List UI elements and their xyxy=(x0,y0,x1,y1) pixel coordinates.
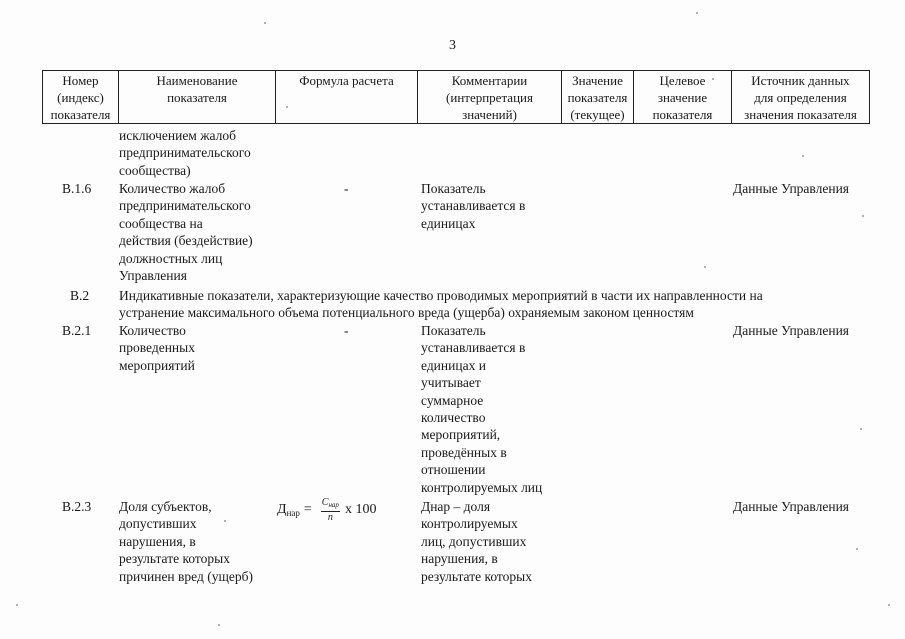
scan-speck xyxy=(888,604,890,606)
row-b21-comment: Показатель устанавливается в единицах и учитывает суммарное количество мероприятий, проведённых в отношении контролируемых лиц xyxy=(421,323,543,495)
formula-equals: = xyxy=(303,502,312,517)
formula-fraction: $\frac{C_{нар}}{n}$ xyxy=(321,497,339,523)
header-target-value: Целевое значение показателя xyxy=(633,70,731,124)
row-b16-comment: Показатель устанавливается в единицах xyxy=(421,181,526,231)
scan-speck xyxy=(704,266,706,268)
scan-speck xyxy=(696,12,698,14)
header-comments: Комментарии (интерпретация значений) xyxy=(417,70,561,124)
scan-speck xyxy=(224,520,226,522)
formula-lhs: $Д_{нар}$ xyxy=(277,502,300,518)
row-continuation-name: исключением жалоб предпринимательского сообщества) xyxy=(119,128,251,178)
row-b16-source: Данные Управления xyxy=(733,181,850,196)
row-b23-name: Доля субъектов, допустивших нарушения, в результате которых причинен вред (ущерб) xyxy=(119,499,253,584)
row-b23-index: В.2.3 xyxy=(62,499,92,514)
row-b16-name: Количество жалоб предпринимательского сообщества на действия (бездействие) должностных лиц Управления xyxy=(119,181,253,284)
row-b16-index: В.1.6 xyxy=(62,181,92,196)
scan-speck xyxy=(16,604,18,606)
scan-speck xyxy=(218,624,220,626)
scan-speck xyxy=(264,22,266,24)
scan-speck xyxy=(286,106,288,108)
header-name: Наименование показателя xyxy=(118,70,275,124)
row-b21-source: Данные Управления xyxy=(733,323,850,338)
row-b21-name: Количество проведенных мероприятий xyxy=(119,323,195,373)
scan-speck xyxy=(856,548,858,550)
table-header xyxy=(42,70,870,124)
page-number: 3 xyxy=(449,38,456,53)
row-b16-formula: - xyxy=(344,181,349,196)
formula-multiplier: x 100 xyxy=(344,502,377,517)
header-formula: Формула расчета xyxy=(275,70,417,124)
header-index: Номер (индекс) показателя xyxy=(42,70,118,124)
scan-speck xyxy=(860,428,862,430)
row-b21-index: В.2.1 xyxy=(62,323,92,338)
header-data-source: Источник данных для определения значения показателя xyxy=(731,70,870,124)
row-b2-index: В.2 xyxy=(70,288,90,303)
row-b23-comment: Днар – доля контролируемых лиц, допустивших нарушения, в результате которых xyxy=(421,499,532,584)
scan-speck xyxy=(862,215,864,217)
header-current-value: Значение показателя (текущее) xyxy=(561,70,633,124)
row-b21-formula: - xyxy=(344,323,349,338)
row-b2-text: Индикативные показатели, характеризующие качество проводимых мероприятий в части их направленности на устранение максимального объема потенциального вреда (ущерба) охраняемым законом ценностям xyxy=(119,288,763,321)
scan-speck xyxy=(712,78,714,80)
row-b23-source: Данные Управления xyxy=(733,499,850,514)
row-b23-formula xyxy=(277,497,376,523)
scan-speck xyxy=(802,155,804,157)
